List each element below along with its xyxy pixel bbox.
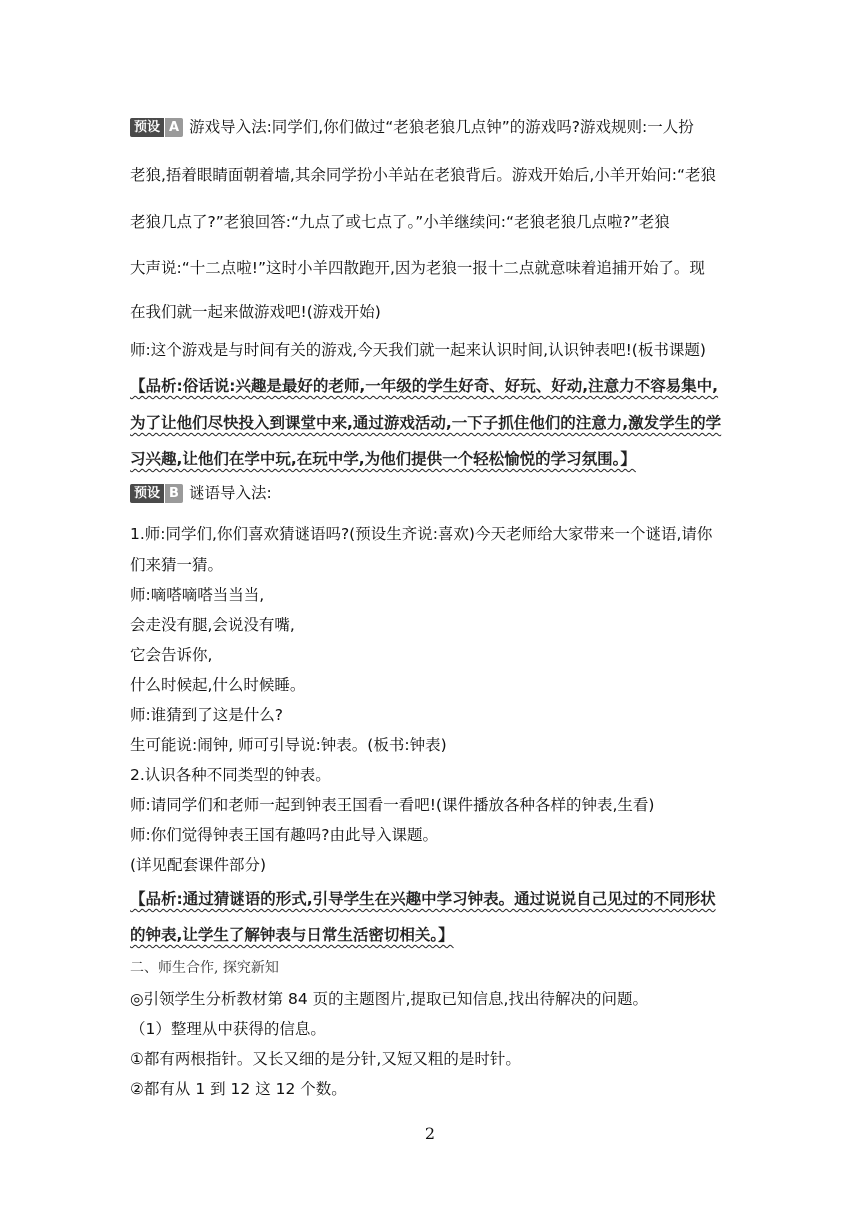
preset-b-line: 2.认识各种不同类型的钟表。 <box>130 766 331 784</box>
preset-a-line-4: 大声说:“十二点啦!”这时小羊四散跑开,因为老狼一报十二点就意味着追捕开始了。现 <box>130 259 705 277</box>
preset-b-line: 们来猜一猜。 <box>130 556 224 574</box>
preset-badge-letter: B <box>164 484 183 503</box>
section-line: ②都有从 1 到 12 这 12 个数。 <box>130 1080 347 1098</box>
preset-b-line: (详见配套课件部分) <box>130 856 267 874</box>
preset-badge-letter: A <box>164 118 183 137</box>
section-heading: 二、师生合作, 探究新知 <box>130 960 279 976</box>
preset-a-line-3: 老狼几点了?”老狼回答:“九点了或七点了。”小羊继续问:“老狼老狼几点啦?”老狼 <box>130 213 670 231</box>
section-line: （1）整理从中获得的信息。 <box>130 1020 326 1038</box>
preset-badge-label: 预设 <box>130 484 164 503</box>
preset-b-line: 师:嘀嗒嘀嗒当当当, <box>130 586 265 604</box>
preset-b-line: 它会告诉你, <box>130 646 213 664</box>
preset-b-title-line <box>130 481 272 503</box>
section-line: ①都有两根指针。又长又细的是分针,又短又粗的是时针。 <box>130 1050 521 1068</box>
teacher-line: 师:这个游戏是与时间有关的游戏,今天我们就一起来认识时间,认识钟表吧!(板书课题) <box>130 341 706 359</box>
preset-b-line: 会走没有腿,会说没有嘴, <box>130 616 295 634</box>
preset-b-line: 什么时候起,什么时候睡。 <box>130 676 306 694</box>
preset-b-line: 师:你们觉得钟表王国有趣吗?由此导入课题。 <box>130 826 438 844</box>
preset-a-line-5: 在我们就一起来做游戏吧!(游戏开始) <box>130 303 381 321</box>
section-line: ◎引领学生分析教材第 84 页的主题图片,提取已知信息,找出待解决的问题。 <box>130 990 648 1008</box>
preset-b-badge <box>130 484 183 503</box>
preset-b-line: 生可能说:闹钟, 师可引导说:钟表。(板书:钟表) <box>130 736 447 754</box>
preset-b-title: 谜语导入法: <box>188 484 272 502</box>
preset-a-line-1 <box>130 115 694 137</box>
analysis-b-line-1: 【品析:通过猜谜语的形式,引导学生在兴趣中学习钟表。通过说说自己见过的不同形状 <box>130 890 716 908</box>
analysis-a-line-1: 【品析:俗话说:兴趣是最好的老师,一年级的学生好奇、好玩、好动,注意力不容易集中, <box>130 377 719 395</box>
analysis-a-line-2: 为了让他们尽快投入到课堂中来,通过游戏活动,一下子抓住他们的注意力,激发学生的学 <box>130 414 722 432</box>
analysis-b-line-2: 的钟表,让学生了解钟表与日常生活密切相关。】 <box>130 926 454 944</box>
analysis-a-line-3: 习兴趣,让他们在学中玩,在玩中学,为他们提供一个轻松愉悦的学习氛围。】 <box>130 450 636 468</box>
preset-a-badge <box>130 118 183 137</box>
preset-badge-label: 预设 <box>130 118 164 137</box>
paragraph-text: 游戏导入法:同学们,你们做过“老狼老狼几点钟”的游戏吗?游戏规则:一人扮 <box>189 118 694 136</box>
preset-b-line: 师:请同学们和老师一起到钟表王国看一看吧!(课件播放各种各样的钟表,生看) <box>130 796 655 814</box>
preset-a-line-2: 老狼,捂着眼睛面朝着墙,其余同学扮小羊站在老狼背后。游戏开始后,小羊开始问:“老狼 <box>130 166 717 184</box>
page-number: 2 <box>424 1124 436 1143</box>
preset-b-line: 1.师:同学们,你们喜欢猜谜语吗?(预设生齐说:喜欢)今天老师给大家带来一个谜语,请你 <box>130 525 713 543</box>
preset-b-line: 师:谁猜到了这是什么? <box>130 706 283 724</box>
